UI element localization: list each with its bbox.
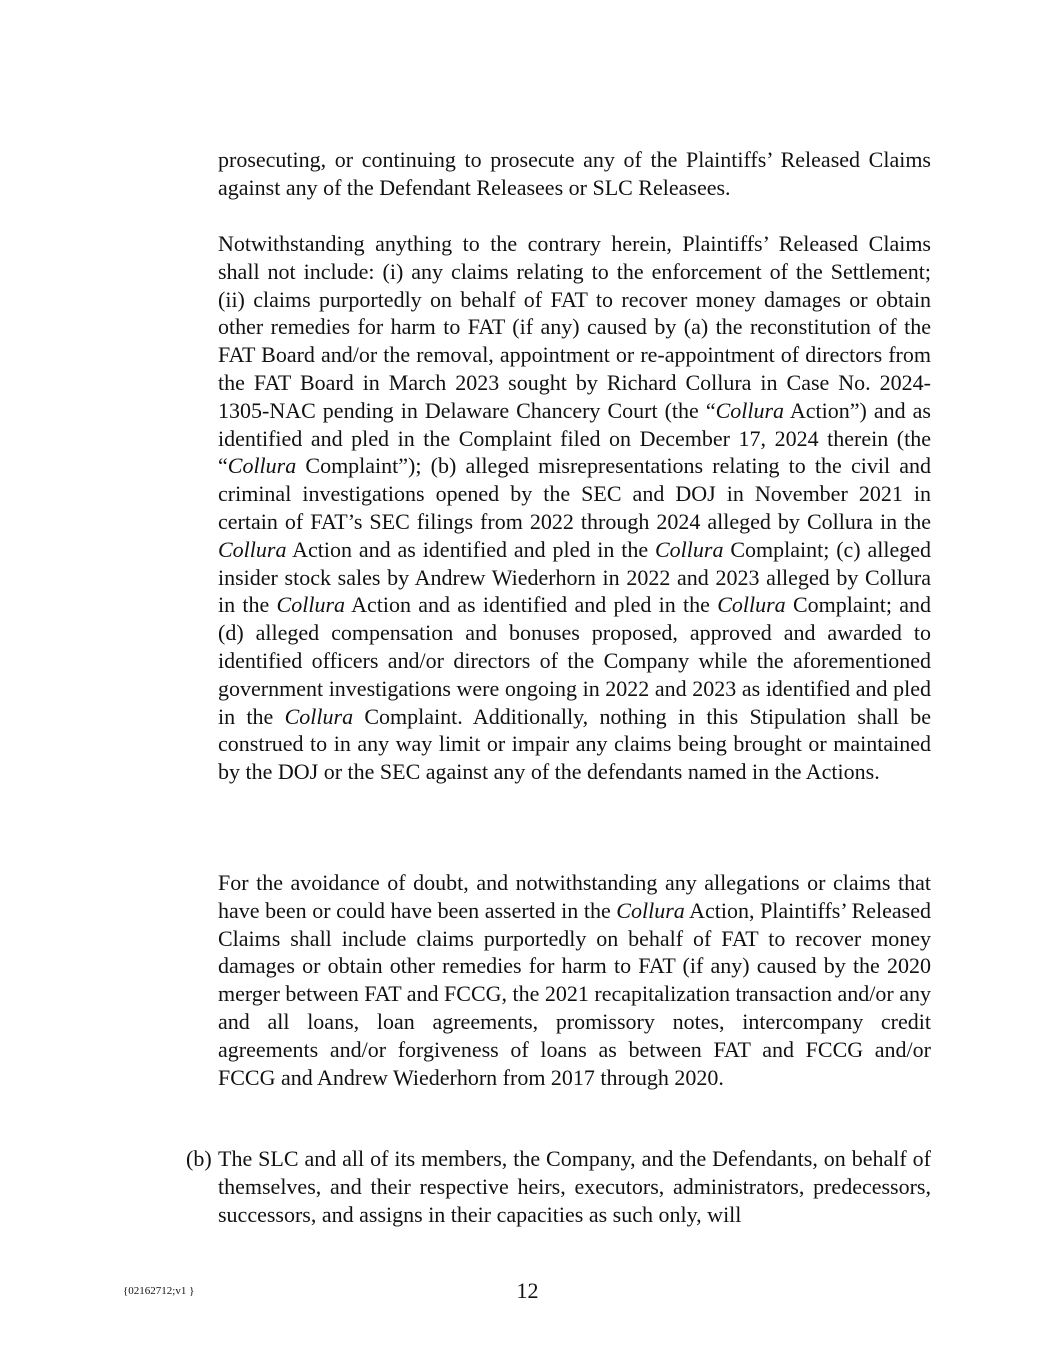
case-name-italic: Collura — [284, 703, 354, 729]
paragraph-text: Complaint”); (b) alleged misrepresentations relating to the civil and criminal investigations opened by the SEC and DOJ in November 2021 in certain of FAT’s SEC filings from 2022 through 2024 alleged by Collura in the — [218, 453, 931, 534]
paragraph-continuation — [218, 146, 931, 202]
paragraph-text: Action and as identified and pled in the — [286, 536, 655, 562]
paragraph-exclusions — [218, 230, 931, 786]
paragraph-text: Action, Plaintiffs’ Released Claims shall include claims purportedly on behalf of FAT to recover money damages or obtain other remedies for harm to FAT (if any) caused by the 2020 merger between FAT and FCCG, the 2021 recapitalization transaction and/or any and all loans, loan agreements, promissory notes, intercompany credit agreements and/or forgiveness of loans as between FAT and FCCG and/or FCCG and Andrew Wiederhorn from 2017 through 2020. — [218, 897, 932, 1090]
paragraph-text: For the avoidance of doubt, and notwithstanding any allegations or claims that have been or could have been asserted in the — [218, 870, 931, 923]
case-name-italic: Collura — [654, 536, 724, 562]
paragraph-text: Complaint; (c) alleged insider stock sales by Andrew Wiederhorn in 2022 and 2023 alleged by Collura in the — [218, 536, 931, 618]
paragraph-text: Notwithstanding anything to the contrary herein, Plaintiffs’ Released Claims shall not include: (i) any claims relating to the enforcement of the Settlement; (ii) claims purportedly on behalf of FAT to recover money damages or obtain other remedies for harm to FAT (if any) caused by (a) the reconstitution of the FAT Board and/or the removal, appointment or re-appointment of directors from the FAT Board in March 2023 sought by Richard Collura in Case No. 2024-1305-NAC pending in Delaware Chancery Court (the “ — [218, 231, 931, 423]
paragraph-text: Action and as identified and pled in the — [345, 592, 718, 618]
case-name-italic: Collura — [715, 397, 785, 423]
paragraph-item-b — [218, 1145, 931, 1228]
paragraph-text: Complaint. Additionally, nothing in this Stipulation shall be construed to in any way limit or impair any claims being brought or maintained by the DOJ or the SEC against any of the defendants named in the Actions. — [218, 703, 931, 785]
list-label: (b) — [186, 1146, 212, 1171]
document-id: {02162712;v1 } — [123, 1285, 195, 1297]
case-name-italic: Collura — [616, 897, 685, 923]
paragraph-text: Action”) and as identified and pled in the Complaint filed on December 17, 2024 therein (the “ — [218, 397, 931, 479]
case-name-italic: Collura — [717, 592, 786, 618]
page-number: 12 — [516, 1278, 539, 1303]
case-name-italic: Collura — [276, 592, 346, 618]
paragraph-avoidance-of-doubt — [218, 869, 931, 1091]
paragraph-text: The SLC and all of its members, the Company, and the Defendants, on behalf of themselves, and their respective heirs, executors, administrators, predecessors, successors, and assigns in their capacities as such only, will — [218, 1146, 931, 1227]
paragraph-text: prosecuting, or continuing to prosecute any of the Plaintiffs’ Released Claims against any of the Defendant Releasees or SLC Releasees. — [218, 147, 931, 200]
paragraph-text: Complaint; and (d) alleged compensation and bonuses proposed, approved and awarded to identified officers and/or directors of the Company while the aforementioned government investigations were ongoing in 2022 and 2023 as identified and pled in the — [218, 592, 931, 729]
case-name-italic: Collura — [218, 536, 287, 562]
case-name-italic: Collura — [227, 453, 297, 479]
